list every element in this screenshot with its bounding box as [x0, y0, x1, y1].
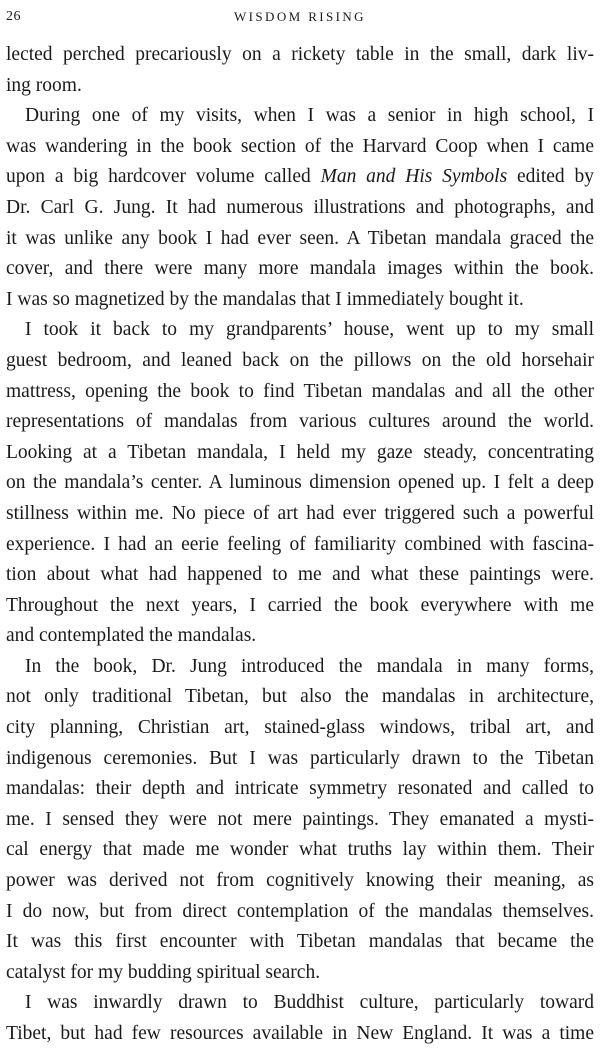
- text-line: Throughout the next years, I carried the book everywhere with me: [6, 594, 594, 616]
- text-line: During one of my visits, when I was a senior in high school, I: [25, 105, 594, 127]
- text-line: tion about what had happened to me and what these paintings were.: [6, 564, 594, 586]
- paragraph: [6, 101, 594, 315]
- text-line: Looking at a Tibetan mandala, I held my gaze steady, concentrating: [6, 441, 594, 463]
- text-line: Dr. Carl G. Jung. It had numerous illustrations and photographs, and: [6, 196, 594, 218]
- text-line: cover, and there were many more mandala images within the book.: [6, 258, 594, 280]
- text-line: not only traditional Tibetan, but also the mandalas in architecture,: [6, 686, 594, 708]
- text-line: on the mandala’s center. A luminous dimension opened up. I felt a deep: [6, 472, 594, 494]
- text-line: lected perched precariously on a rickety table in the small, dark liv-: [6, 44, 594, 65]
- running-head: WISDOM RISING: [234, 9, 366, 24]
- text-line: representations of mandalas from various cultures around the world.: [6, 411, 594, 433]
- text-line: I was so magnetized by the mandalas that I immediately bought it.: [6, 288, 524, 310]
- text-line: I was inwardly drawn to Buddhist culture, particularly toward: [25, 992, 594, 1014]
- text-line: It was this first encounter with Tibetan mandalas that became the: [6, 931, 594, 953]
- text-line: experience. I had an eerie feeling of familiarity combined with fascina-: [6, 533, 594, 555]
- paragraph: [6, 988, 594, 1049]
- paragraph: [6, 40, 594, 101]
- text-line: I took it back to my grandparents’ house, went up to my small: [25, 319, 594, 341]
- text-line: ing room.: [6, 74, 82, 96]
- paragraph: [6, 315, 594, 652]
- text-line: it was unlike any book I had ever seen. A Tibetan mandala graced the: [6, 227, 594, 249]
- text-line: cal energy that made me wonder what truths lay within them. Their: [6, 839, 594, 861]
- text-line: power was derived not from cognitively knowing their meaning, as: [6, 870, 594, 892]
- text-line: city planning, Christian art, stained-glass windows, tribal art, and: [6, 717, 594, 739]
- text-line: I do now, but from direct contemplation of the mandalas themselves.: [6, 900, 594, 922]
- text-line: was wandering in the book section of the Harvard Coop when I came: [6, 135, 594, 157]
- text-line: and contemplated the mandalas.: [6, 625, 257, 647]
- text-line: catalyst for my budding spiritual search.: [6, 961, 321, 983]
- paragraph: [6, 652, 594, 989]
- text-line: mattress, opening the book to find Tibetan mandalas and all the other: [6, 380, 594, 402]
- text-line: guest bedroom, and leaned back on the pillows on the old horsehair: [6, 349, 594, 371]
- text-line: mandalas: their depth and intricate symmetry resonated and called to: [6, 778, 594, 800]
- text-line: me. I sensed they were not mere paintings. They emanated a mysti-: [6, 808, 594, 830]
- text-line: upon a big hardcover volume called Man and His Symbols edited by: [6, 166, 594, 188]
- body-text: [6, 40, 594, 1050]
- text-line: In the book, Dr. Jung introduced the mandala in many forms,: [25, 655, 594, 677]
- book-title: Man and His Symbols: [320, 166, 508, 188]
- text-line: indigenous ceremonies. But I was particularly drawn to the Tibetan: [6, 747, 594, 769]
- text-line: stillness within me. No piece of art had ever triggered such a powerful: [6, 502, 594, 524]
- page-number: 26: [6, 9, 21, 24]
- page-header: [6, 9, 594, 31]
- text-line: Tibet, but had few resources available in New England. It was a time: [6, 1023, 594, 1044]
